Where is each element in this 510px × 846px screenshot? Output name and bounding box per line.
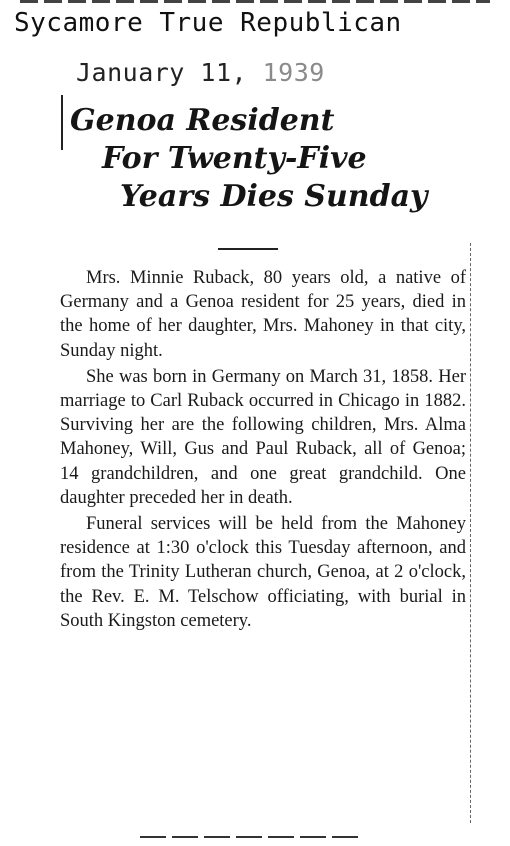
date-month-day: January 11, — [76, 58, 248, 87]
clipping-bottom-rule — [140, 836, 360, 838]
article-paragraph: Funeral services will be held from the Mahoney residence at 1:30 o'clock this Tuesday afternoon, and from the Trinity Lutheran church, Genoa, at 2 o'clock, the Rev. E. M. Telschow officiating, with burial in South Kingston cemetery. — [60, 514, 466, 631]
clipping-top-rule — [20, 0, 490, 3]
article-body — [60, 266, 466, 635]
clipping-date — [76, 58, 325, 87]
article-paragraph: Mrs. Minnie Ruback, 80 years old, a native of Germany and a Genoa resident for 25 years, died in the home of her daughter, Mrs. Mahoney in that city, Sunday night. — [60, 268, 466, 361]
column-right-rule — [470, 243, 472, 823]
headline-line-1: Genoa Resident — [70, 103, 335, 138]
headline-line-3: Years Dies Sunday — [120, 179, 428, 214]
date-year: 1939 — [247, 58, 325, 87]
newspaper-source: Sycamore True Republican — [14, 8, 402, 38]
headline-line-2: For Twenty-Five — [102, 141, 367, 176]
article-paragraph: She was born in Germany on March 31, 1858. Her marriage to Carl Ruback occurred in Chicago in 1882. Surviving her are the following children, Mrs. Alma Mahoney, Will, Gus and Paul Ruback, all of Genoa; 14 grandchildren, and one great grandchild. One daughter preceded her in death. — [60, 366, 466, 508]
headline-divider — [218, 248, 278, 250]
headline — [60, 102, 480, 216]
